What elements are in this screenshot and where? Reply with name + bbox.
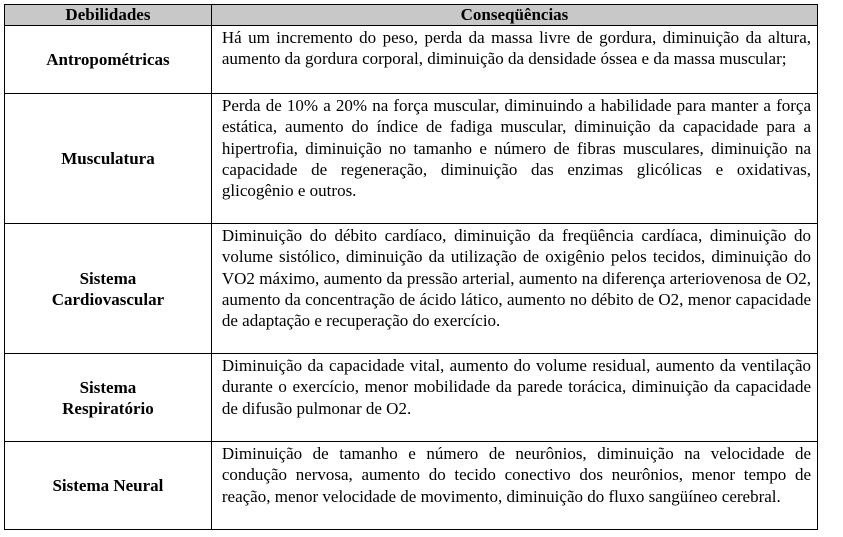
row-label-line: Sistema Neural: [52, 476, 164, 495]
table-row: [5, 354, 818, 442]
table-row: [5, 224, 818, 354]
row-label: [5, 224, 212, 354]
row-label-line: Antropométricas: [46, 50, 170, 69]
debilidades-table-container: [4, 4, 818, 530]
row-label-line: Sistema: [79, 377, 137, 397]
row-label: [5, 442, 212, 530]
row-consequences: Diminuição da capacidade vital, aumento do volume residual, aumento da ventilação durante o exercício, menor mobilidade da parede torácica, diminuição da capacidade de difusão pulmonar de O2.: [211, 354, 817, 442]
table-header-row: [5, 5, 818, 26]
row-label-line: Musculatura: [61, 149, 155, 168]
debilidades-table: [4, 4, 818, 530]
row-label-line: Respiratório: [62, 398, 154, 418]
row-consequences: Diminuição do débito cardíaco, diminuição da freqüência cardíaca, diminuição do volume sistólico, diminuição da utilização de oxigênio pelos tecidos, diminuição do VO2 máximo, aumento da pressão arterial, aumento na diferença arteriovenosa de O2, aumento da concentração de ácido lático, aumento no débito de O2, menor capacidade de adaptação e recuperação do exercício.: [211, 224, 817, 354]
header-debilidades: Debilidades: [5, 5, 212, 26]
row-label-line: Sistema: [79, 268, 137, 288]
table-row: [5, 442, 818, 530]
header-consequencias: Conseqüências: [211, 5, 817, 26]
table-row: [5, 26, 818, 94]
row-consequences: Há um incremento do peso, perda da massa livre de gordura, diminuição da altura, aumento da gordura corporal, diminuição da densidade óssea e da massa muscular;: [211, 26, 817, 94]
row-label: [5, 354, 212, 442]
table-row: [5, 94, 818, 224]
row-label: [5, 94, 212, 224]
row-consequences: Perda de 10% a 20% na força muscular, diminuindo a habilidade para manter a força estática, aumento do índice de fadiga muscular, diminuição da capacidade para a hipertrofia, diminuição no tamanho e número de fibras musculares, diminuição na capacidade de regeneração, diminuição das enzimas glicólicas e oxidativas, glicogênio e outros.: [211, 94, 817, 224]
row-label-line: Cardiovascular: [51, 289, 165, 309]
row-label: [5, 26, 212, 94]
row-consequences: Diminuição de tamanho e número de neurônios, diminuição na velocidade de condução nervosa, aumento do tecido conectivo dos neurônios, menor tempo de reação, menor velocidade de movimento, diminuição do fluxo sangüíneo cerebral.: [211, 442, 817, 530]
